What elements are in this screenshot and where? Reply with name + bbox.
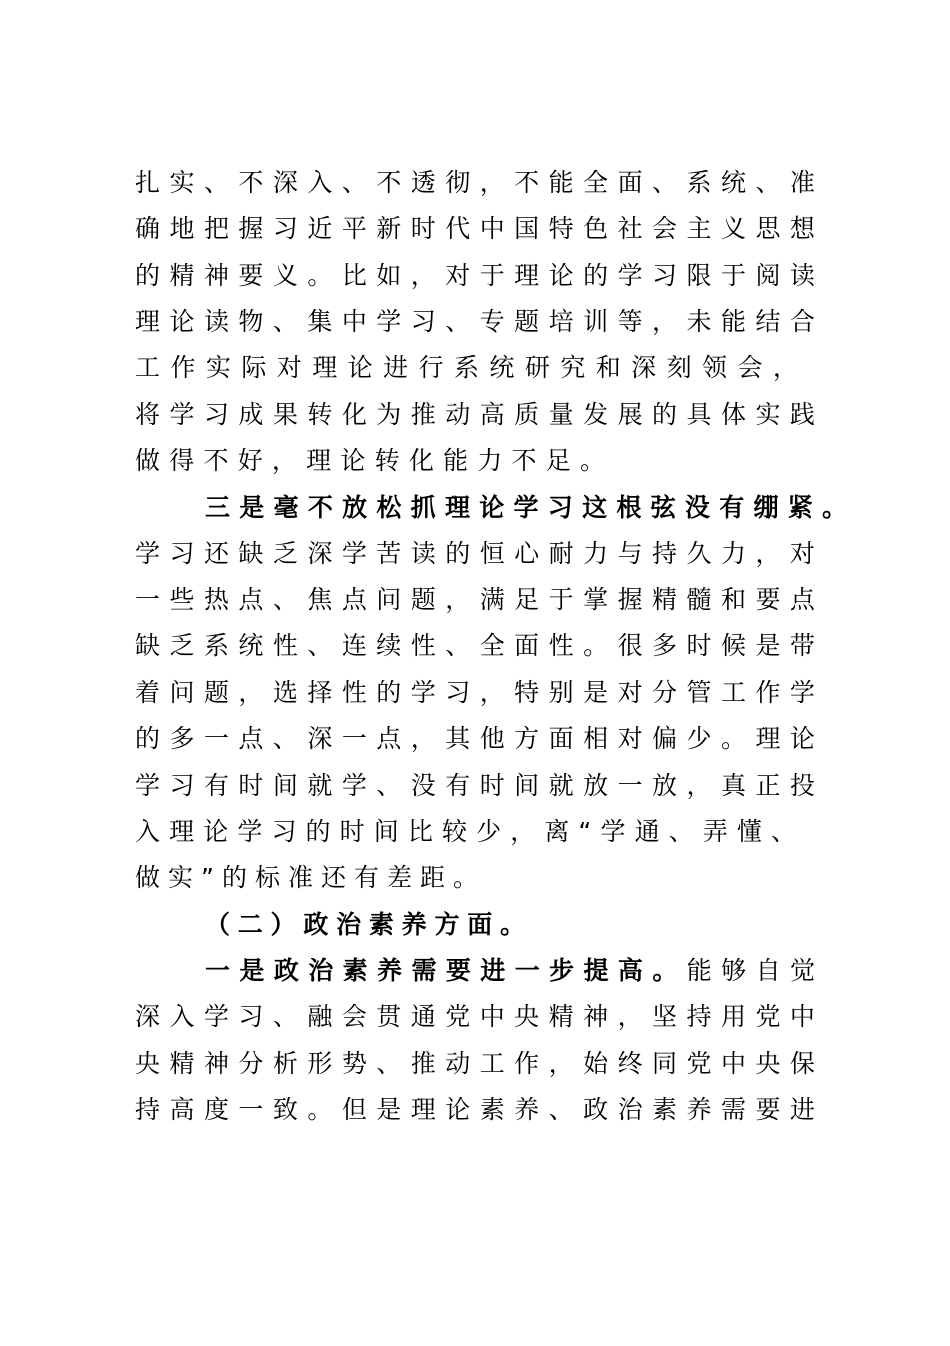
text-segment: 学习有时间就学、没有时间就放一放，真正投: [135, 771, 825, 800]
text-segment: 持高度一致。但是理论素养、政治素养需要进: [135, 1095, 825, 1124]
text-segment: 深入学习、融会贯通党中央精神，坚持用党中: [135, 1002, 825, 1031]
bold-text-segment: 一是政治素养需要进一步提高。: [205, 956, 687, 985]
text-segment: 扎实、不深入、不透彻，不能全面、系统、准: [135, 168, 825, 197]
text-segment: 缺乏系统性、连续性、全面性。很多时候是带: [135, 631, 825, 660]
text-segment: 工作实际对理论进行系统研究和深刻领会，: [135, 353, 809, 382]
paragraph-line: [135, 209, 824, 249]
text-segment: 一些热点、焦点问题，满足于掌握精髓和要点: [135, 585, 825, 614]
paragraph-line: [135, 441, 614, 481]
paragraph-line: [135, 302, 824, 342]
paragraph-line: [135, 1090, 824, 1130]
text-segment: 能够自觉: [686, 956, 825, 985]
text-segment: 的精神要义。比如，对于理论的学习限于阅读: [135, 261, 825, 290]
paragraph-line: [205, 951, 824, 991]
text-segment: 着问题，选择性的学习，特别是对分管工作学: [135, 678, 825, 707]
paragraph-line: [205, 488, 856, 528]
text-segment: 的多一点、深一点，其他方面相对偏少。理论: [135, 724, 825, 753]
text-segment: 理论读物、集中学习、专题培训等，未能结合: [135, 307, 825, 336]
paragraph-line: [135, 997, 824, 1037]
text-segment: 入理论学习的时间比较少，离“学通、弄懂、: [135, 817, 806, 846]
paragraph-line: [135, 766, 824, 806]
paragraph-line: [135, 812, 805, 852]
text-segment: 央精神分析形势、推动工作，始终同党中央保: [135, 1049, 825, 1078]
bold-text-segment: 三是毫不放松抓理论学习这根弦没有绷紧。: [205, 493, 857, 522]
text-segment: 学习还缺乏深学苦读的恒心耐力与持久力，对: [135, 539, 825, 568]
paragraph-line: [135, 858, 486, 898]
text-segment: 确地把握习近平新时代中国特色社会主义思想: [135, 214, 825, 243]
paragraph-line: [135, 719, 824, 759]
paragraph-line: [135, 163, 824, 203]
paragraph-line: [135, 395, 824, 435]
paragraph-line: [135, 534, 824, 574]
paragraph-line: [135, 348, 808, 388]
paragraph-line: [135, 256, 824, 296]
paragraph-line: [135, 1044, 824, 1084]
bold-text-segment: （二）政治素养方面。: [205, 910, 533, 939]
paragraph-line: [135, 626, 824, 666]
text-segment: 做实”的标准还有差距。: [135, 863, 486, 892]
paragraph-line: [205, 905, 533, 945]
text-segment: 做得不好，理论转化能力不足。: [135, 446, 615, 475]
paragraph-line: [135, 673, 824, 713]
paragraph-line: [135, 580, 824, 620]
text-segment: 将学习成果转化为推动高质量发展的具体实践: [135, 400, 825, 429]
